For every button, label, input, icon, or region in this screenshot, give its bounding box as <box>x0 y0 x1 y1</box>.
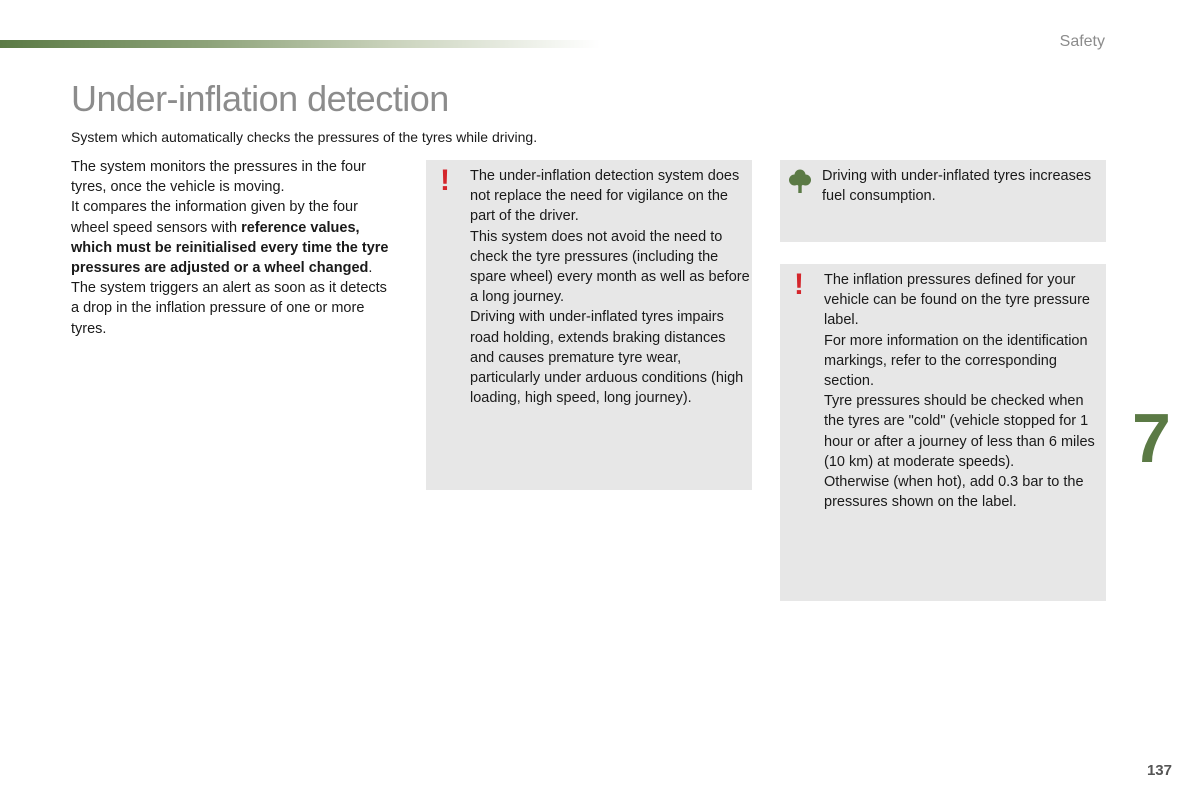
warning-icon: ! <box>794 268 804 301</box>
header-gradient-bar <box>0 40 600 48</box>
warning-paragraph-1: The under-inflation detection system does not replace the need for vigilance on the part of the driver. <box>470 168 740 225</box>
eco-tip-paragraph: Driving with under-inflated tyres increases fuel consumption. <box>822 168 1092 205</box>
description-bold-text: reference values, which must be reinitialised every time the tyre pressures are adjusted or a wheel changed <box>71 219 389 277</box>
tree-icon <box>788 168 812 194</box>
chapter-number: 7 <box>1132 399 1171 477</box>
pressure-paragraph-1: The inflation pressures defined for your vehicle can be found on the tyre pressure label. <box>824 272 1090 329</box>
warning-box-text <box>470 166 750 408</box>
description-text-end: . <box>368 260 373 277</box>
description-paragraph-1: The system monitors the pressures in the four tyres, once the vehicle is moving. <box>71 159 366 196</box>
warning-icon: ! <box>440 164 450 197</box>
warning-box-text <box>824 270 1102 512</box>
eco-tip-text <box>822 166 1102 206</box>
description-text: It compares the information given by the four wheel speed sensors with <box>71 199 358 236</box>
page-number: 137 <box>1146 762 1172 779</box>
warning-paragraph-3: Driving with under-inflated tyres impairs road holding, extends braking distances and causes premature tyre wear, particularly under arduous conditions (high loading, high speed, long journey). <box>470 309 744 407</box>
section-label: Safety <box>1059 33 1105 50</box>
description-column <box>71 157 391 339</box>
description-paragraph-2 <box>71 197 391 278</box>
pressure-paragraph-2: For more information on the identification markings, refer to the corresponding section. <box>824 332 1088 390</box>
warning-box-vigilance <box>426 160 752 490</box>
pressure-paragraph-3: Tyre pressures should be checked when the tyres are "cold" (vehicle stopped for 1 hour or after a journey of less than 6 miles (10 km) at moderate speeds). <box>824 393 1095 470</box>
description-paragraph-3: The system triggers an alert as soon as it detects a drop in the inflation pressure of one or more tyres. <box>71 280 387 337</box>
intro-text: System which automatically checks the pressures of the tyres while driving. <box>71 129 538 145</box>
eco-tip-box <box>780 160 1106 242</box>
warning-box-pressures <box>780 264 1106 601</box>
pressure-paragraph-4: Otherwise (when hot), add 0.3 bar to the pressures shown on the label. <box>824 474 1084 511</box>
warning-paragraph-2: This system does not avoid the need to check the tyre pressures (including the spare wheel) every month as well as before a long journey. <box>470 228 750 306</box>
page-title: Under-inflation detection <box>71 78 449 119</box>
